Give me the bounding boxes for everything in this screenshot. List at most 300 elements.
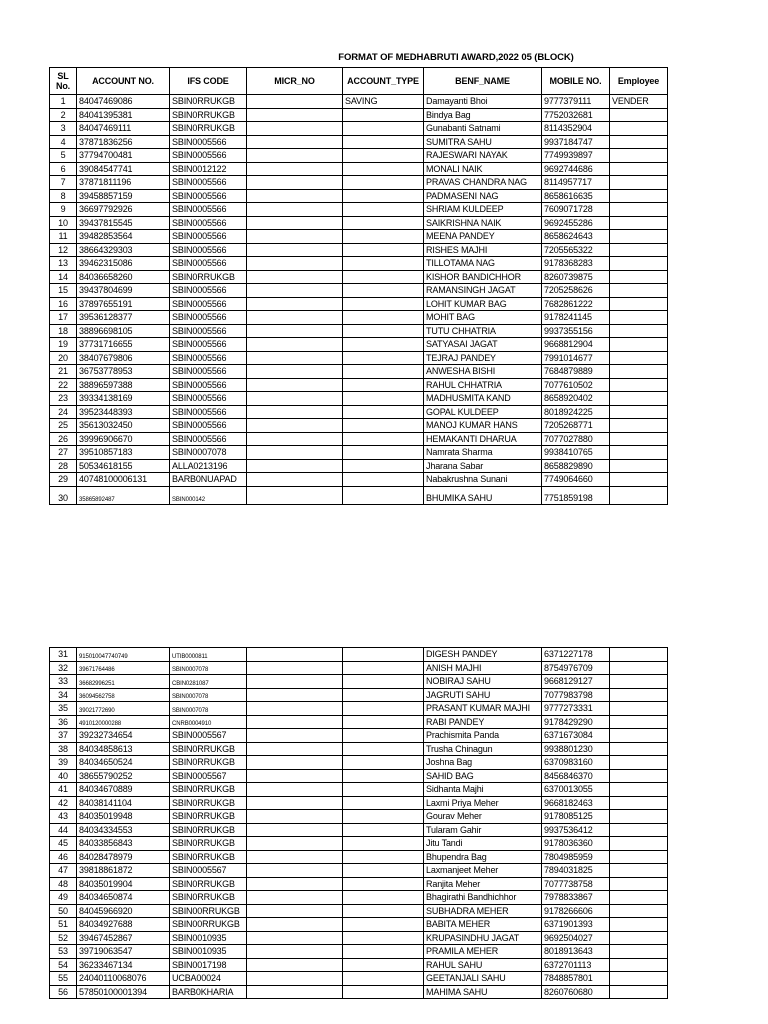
account-no-cell: 24040110068076 [77, 972, 170, 986]
account-type-cell [343, 473, 424, 487]
account-type-cell [343, 837, 424, 851]
ifs-code-cell: SBIN0005566 [170, 324, 247, 338]
benf-name-cell: TILLOTAMA NAG [424, 257, 542, 271]
account-type-cell [343, 446, 424, 460]
account-no-cell: 84034670889 [77, 783, 170, 797]
account-type-cell [343, 769, 424, 783]
account-type-cell [343, 311, 424, 325]
micr-no-cell [247, 432, 343, 446]
micr-no-cell [247, 365, 343, 379]
mobile-no-cell: 6371227178 [542, 648, 610, 662]
account-type-cell [343, 338, 424, 352]
mobile-no-cell: 7978833867 [542, 891, 610, 905]
benf-name-cell: ANWESHA BISHI [424, 365, 542, 379]
mobile-no-cell: 9178241145 [542, 311, 610, 325]
sl-cell: 19 [50, 338, 77, 352]
benf-name-cell: RAMANSINGH JAGAT [424, 284, 542, 298]
table-row [50, 850, 668, 864]
account-type-cell [343, 864, 424, 878]
sl-cell: 18 [50, 324, 77, 338]
account-type-cell [343, 729, 424, 743]
micr-no-cell [247, 796, 343, 810]
benf-name-cell: Joshna Bag [424, 756, 542, 770]
benf-name-cell: Damayanti Bhoi [424, 95, 542, 109]
employee-cell [610, 365, 668, 379]
table-row [50, 931, 668, 945]
benf-name-cell: Tularam Gahir [424, 823, 542, 837]
benf-name-cell: RABI PANDEY [424, 715, 542, 729]
account-type-cell [343, 149, 424, 163]
sl-cell: 37 [50, 729, 77, 743]
table-row [50, 702, 668, 716]
micr-no-cell [247, 324, 343, 338]
micr-no-cell [247, 904, 343, 918]
benf-name-cell: SAHID BAG [424, 769, 542, 783]
table-row [50, 473, 668, 487]
account-no-cell: 39232734654 [77, 729, 170, 743]
table-row [50, 270, 668, 284]
micr-no-cell [247, 756, 343, 770]
micr-no-cell [247, 149, 343, 163]
ifs-code-cell: SBIN0007078 [170, 688, 247, 702]
table-row [50, 135, 668, 149]
employee-cell [610, 486, 668, 504]
account-type-cell [343, 270, 424, 284]
micr-no-cell [247, 810, 343, 824]
table-row [50, 688, 668, 702]
table-row [50, 904, 668, 918]
benf-name-cell: Bhupendra Bag [424, 850, 542, 864]
sl-cell: 50 [50, 904, 77, 918]
account-type-cell [343, 702, 424, 716]
sl-cell: 28 [50, 459, 77, 473]
benf-name-cell: BABITA MEHER [424, 918, 542, 932]
ifs-code-cell: ALLA0213196 [170, 459, 247, 473]
ifs-code-cell: SBIN0RRUKGB [170, 756, 247, 770]
mobile-no-cell: 7894031825 [542, 864, 610, 878]
account-no-cell: 37871836256 [77, 135, 170, 149]
account-type-cell [343, 122, 424, 136]
benf-name-cell: Prachismita Panda [424, 729, 542, 743]
benf-name-cell: PRAVAS CHANDRA NAG [424, 176, 542, 190]
table-row [50, 796, 668, 810]
micr-no-cell [247, 446, 343, 460]
mobile-no-cell: 8114957717 [542, 176, 610, 190]
ifs-code-cell: SBIN0RRUKGB [170, 783, 247, 797]
mobile-no-cell: 6372701113 [542, 958, 610, 972]
account-no-cell: 35865892487 [77, 486, 170, 504]
employee-cell [610, 297, 668, 311]
account-type-cell [343, 405, 424, 419]
account-no-cell: 39021772690 [77, 702, 170, 716]
micr-no-cell [247, 297, 343, 311]
mobile-no-cell: 9178429290 [542, 715, 610, 729]
table-row [50, 338, 668, 352]
sl-cell: 29 [50, 473, 77, 487]
benf-name-cell: MANOJ KUMAR HANS [424, 419, 542, 433]
sl-cell: 44 [50, 823, 77, 837]
ifs-code-cell: SBIN0005566 [170, 405, 247, 419]
micr-no-cell [247, 931, 343, 945]
account-type-cell [343, 243, 424, 257]
employee-cell [610, 756, 668, 770]
sl-cell: 32 [50, 661, 77, 675]
employee-cell [610, 257, 668, 271]
table-row [50, 972, 668, 986]
sl-cell: 40 [50, 769, 77, 783]
employee-cell [610, 189, 668, 203]
mobile-no-cell: 9777273331 [542, 702, 610, 716]
account-type-cell [343, 351, 424, 365]
mobile-no-cell: 6370013055 [542, 783, 610, 797]
account-no-cell: 84035019948 [77, 810, 170, 824]
account-type-cell [343, 392, 424, 406]
column-header-employee: Employee [610, 68, 668, 95]
account-type-cell [343, 931, 424, 945]
sl-cell: 54 [50, 958, 77, 972]
sl-cell: 15 [50, 284, 77, 298]
benf-name-cell: TEJRAJ PANDEY [424, 351, 542, 365]
sl-cell: 3 [50, 122, 77, 136]
mobile-no-cell: 8658829890 [542, 459, 610, 473]
micr-no-cell [247, 243, 343, 257]
micr-no-cell [247, 338, 343, 352]
employee-cell [610, 729, 668, 743]
micr-no-cell [247, 769, 343, 783]
micr-no-cell [247, 985, 343, 999]
employee-cell [610, 783, 668, 797]
column-header-mobile: MOBILE NO. [542, 68, 610, 95]
table-row [50, 661, 668, 675]
employee-cell [610, 203, 668, 217]
account-type-cell [343, 216, 424, 230]
account-type-cell [343, 918, 424, 932]
micr-no-cell [247, 742, 343, 756]
employee-cell [610, 135, 668, 149]
mobile-no-cell: 8018924225 [542, 405, 610, 419]
employee-cell [610, 715, 668, 729]
account-type-cell [343, 108, 424, 122]
ifs-code-cell: SBIN0RRUKGB [170, 108, 247, 122]
micr-no-cell [247, 162, 343, 176]
mobile-no-cell: 8018913643 [542, 945, 610, 959]
sl-cell: 47 [50, 864, 77, 878]
ifs-code-cell: SBIN0005566 [170, 311, 247, 325]
account-no-cell: 39719063547 [77, 945, 170, 959]
table-row [50, 715, 668, 729]
sl-cell: 25 [50, 419, 77, 433]
sl-cell: 11 [50, 230, 77, 244]
ifs-code-cell: SBIN0007078 [170, 702, 247, 716]
sl-cell: 24 [50, 405, 77, 419]
sl-cell: 5 [50, 149, 77, 163]
ifs-code-cell: SBIN0010935 [170, 931, 247, 945]
ifs-code-cell: SBIN0010935 [170, 945, 247, 959]
account-no-cell: 39462315086 [77, 257, 170, 271]
benf-name-cell: RISHES MAJHI [424, 243, 542, 257]
account-type-cell [343, 796, 424, 810]
account-no-cell: 39084547741 [77, 162, 170, 176]
micr-no-cell [247, 918, 343, 932]
account-no-cell: 35613032450 [77, 419, 170, 433]
ifs-code-cell: SBIN0012122 [170, 162, 247, 176]
table-row [50, 149, 668, 163]
table-row [50, 958, 668, 972]
mobile-no-cell: 6371901393 [542, 918, 610, 932]
account-no-cell: 84041395381 [77, 108, 170, 122]
micr-no-cell [247, 823, 343, 837]
table-row [50, 257, 668, 271]
employee-cell [610, 796, 668, 810]
table-row [50, 378, 668, 392]
ifs-code-cell: SBIN0005566 [170, 284, 247, 298]
table-row [50, 284, 668, 298]
mobile-no-cell: 7077610502 [542, 378, 610, 392]
account-type-cell [343, 648, 424, 662]
employee-cell [610, 688, 668, 702]
sl-cell: 53 [50, 945, 77, 959]
account-no-cell: 36697792926 [77, 203, 170, 217]
account-type-cell [343, 958, 424, 972]
employee-cell [610, 243, 668, 257]
sl-cell: 8 [50, 189, 77, 203]
benf-name-cell: Ranjita Meher [424, 877, 542, 891]
account-type-cell [343, 230, 424, 244]
mobile-no-cell: 7749939897 [542, 149, 610, 163]
ifs-code-cell: SBIN0017198 [170, 958, 247, 972]
table-row [50, 189, 668, 203]
account-type-cell [343, 419, 424, 433]
ifs-code-cell: SBIN0005566 [170, 297, 247, 311]
account-type-cell [343, 783, 424, 797]
employee-cell [610, 837, 668, 851]
column-header-ifs: IFS CODE [170, 68, 247, 95]
sl-cell: 7 [50, 176, 77, 190]
ifs-code-cell: SBIN0RRUKGB [170, 95, 247, 109]
benf-name-cell: SATYASAI JAGAT [424, 338, 542, 352]
ifs-code-cell: SBIN0005566 [170, 149, 247, 163]
micr-no-cell [247, 945, 343, 959]
account-no-cell: 38655790252 [77, 769, 170, 783]
sl-cell: 34 [50, 688, 77, 702]
account-type-cell [343, 189, 424, 203]
employee-cell [610, 972, 668, 986]
ifs-code-cell: SBIN0RRUKGB [170, 742, 247, 756]
ifs-code-cell: SBIN00RRUKGB [170, 904, 247, 918]
ifs-code-cell: SBIN0005566 [170, 216, 247, 230]
account-no-cell: 84033856843 [77, 837, 170, 851]
benf-name-cell: NOBIRAJ SAHU [424, 675, 542, 689]
employee-cell [610, 405, 668, 419]
benf-name-cell: PRASANT KUMAR MAJHI [424, 702, 542, 716]
account-no-cell: 37794700481 [77, 149, 170, 163]
table-row [50, 432, 668, 446]
sl-cell: 10 [50, 216, 77, 230]
benf-name-cell: HEMAKANTI DHARUA [424, 432, 542, 446]
table-row [50, 459, 668, 473]
account-type-cell [343, 742, 424, 756]
benf-name-cell: Laxmi Priya Meher [424, 796, 542, 810]
ifs-code-cell: SBIN0005567 [170, 729, 247, 743]
account-no-cell: 38407679806 [77, 351, 170, 365]
employee-cell [610, 648, 668, 662]
micr-no-cell [247, 216, 343, 230]
account-type-cell [343, 688, 424, 702]
mobile-no-cell: 8114352904 [542, 122, 610, 136]
benf-name-cell: RAHUL CHHATRIA [424, 378, 542, 392]
account-no-cell: 84036658260 [77, 270, 170, 284]
account-no-cell: 37897655191 [77, 297, 170, 311]
table-row [50, 648, 668, 662]
micr-no-cell [247, 877, 343, 891]
mobile-no-cell: 8260739875 [542, 270, 610, 284]
account-type-cell [343, 972, 424, 986]
ifs-code-cell: BARB0KHARIA [170, 985, 247, 999]
micr-no-cell [247, 284, 343, 298]
account-no-cell: 39437815545 [77, 216, 170, 230]
ifs-code-cell: SBIN0005566 [170, 378, 247, 392]
mobile-no-cell: 7205268771 [542, 419, 610, 433]
ifs-code-cell: CBIN0281087 [170, 675, 247, 689]
ifs-code-cell: SBIN0RRUKGB [170, 796, 247, 810]
benf-name-cell: LOHIT KUMAR BAG [424, 297, 542, 311]
employee-cell [610, 810, 668, 824]
mobile-no-cell: 9938410765 [542, 446, 610, 460]
account-type-cell [343, 257, 424, 271]
mobile-no-cell: 9937536412 [542, 823, 610, 837]
table-body-part-2 [50, 648, 668, 999]
account-type-cell [343, 432, 424, 446]
sl-cell: 45 [50, 837, 77, 851]
ifs-code-cell: SBIN0007078 [170, 661, 247, 675]
sl-cell: 23 [50, 392, 77, 406]
micr-no-cell [247, 783, 343, 797]
benf-name-cell: MOHIT BAG [424, 311, 542, 325]
mobile-no-cell: 8456846370 [542, 769, 610, 783]
table-row [50, 243, 668, 257]
sl-cell: 48 [50, 877, 77, 891]
benf-name-cell: GEETANJALI SAHU [424, 972, 542, 986]
mobile-no-cell: 9937184747 [542, 135, 610, 149]
account-no-cell: 84034927688 [77, 918, 170, 932]
employee-cell [610, 324, 668, 338]
benf-name-cell: MAHIMA SAHU [424, 985, 542, 999]
sl-cell: 1 [50, 95, 77, 109]
employee-cell [610, 945, 668, 959]
account-no-cell: 39334138169 [77, 392, 170, 406]
benf-name-cell: ANISH MAJHI [424, 661, 542, 675]
benf-name-cell: BHUMIKA SAHU [424, 486, 542, 504]
column-header-account-type: ACCOUNT_TYPE [343, 68, 424, 95]
employee-cell [610, 122, 668, 136]
micr-no-cell [247, 176, 343, 190]
table-row [50, 985, 668, 999]
employee-cell [610, 149, 668, 163]
ifs-code-cell: UCBA00024 [170, 972, 247, 986]
mobile-no-cell: 7077027880 [542, 432, 610, 446]
mobile-no-cell: 7205258626 [542, 284, 610, 298]
mobile-no-cell: 9668129127 [542, 675, 610, 689]
table-row [50, 729, 668, 743]
column-header-sl: SL No. [50, 68, 77, 95]
table-row [50, 823, 668, 837]
mobile-no-cell: 9692744686 [542, 162, 610, 176]
employee-cell [610, 176, 668, 190]
employee-cell [610, 392, 668, 406]
sl-cell: 33 [50, 675, 77, 689]
table-row [50, 108, 668, 122]
sl-cell: 22 [50, 378, 77, 392]
benf-name-cell: GOPAL KULDEEP [424, 405, 542, 419]
ifs-code-cell: CNRB0004910 [170, 715, 247, 729]
benf-name-cell: MEENA PANDEY [424, 230, 542, 244]
column-header-benf-name: BENF_NAME [424, 68, 542, 95]
sl-cell: 30 [50, 486, 77, 504]
benf-name-cell: PADMASENI NAG [424, 189, 542, 203]
mobile-no-cell: 8658920402 [542, 392, 610, 406]
account-no-cell: 39818861872 [77, 864, 170, 878]
table-body-part-1 [50, 95, 668, 505]
employee-cell [610, 459, 668, 473]
benf-name-cell: DIGESH PANDEY [424, 648, 542, 662]
account-no-cell: 39437804699 [77, 284, 170, 298]
account-no-cell: 38896698105 [77, 324, 170, 338]
micr-no-cell [247, 108, 343, 122]
micr-no-cell [247, 688, 343, 702]
benf-name-cell: Sidhanta Majhi [424, 783, 542, 797]
account-no-cell: 57850100001394 [77, 985, 170, 999]
ifs-code-cell: SBIN000142 [170, 486, 247, 504]
ifs-code-cell: SBIN0007078 [170, 446, 247, 460]
sl-cell: 31 [50, 648, 77, 662]
benf-name-cell: Gunabanti Satnami [424, 122, 542, 136]
table-row [50, 486, 668, 504]
account-no-cell: 4910120000288 [77, 715, 170, 729]
table-row [50, 216, 668, 230]
sl-cell: 41 [50, 783, 77, 797]
mobile-no-cell: 9668182463 [542, 796, 610, 810]
mobile-no-cell: 8260760680 [542, 985, 610, 999]
employee-cell [610, 891, 668, 905]
mobile-no-cell: 7991014677 [542, 351, 610, 365]
account-no-cell: 84034650524 [77, 756, 170, 770]
account-no-cell: 39458857159 [77, 189, 170, 203]
ifs-code-cell: SBIN0RRUKGB [170, 850, 247, 864]
sl-cell: 13 [50, 257, 77, 271]
employee-cell [610, 661, 668, 675]
benf-name-cell: Jitu Tandi [424, 837, 542, 851]
sl-cell: 17 [50, 311, 77, 325]
account-type-cell [343, 284, 424, 298]
account-type-cell [343, 661, 424, 675]
account-type-cell [343, 675, 424, 689]
account-no-cell: 38664329303 [77, 243, 170, 257]
micr-no-cell [247, 648, 343, 662]
ifs-code-cell: SBIN0RRUKGB [170, 877, 247, 891]
account-type-cell [343, 486, 424, 504]
benf-name-cell: SUMITRA SAHU [424, 135, 542, 149]
ifs-code-cell: SBIN0005567 [170, 864, 247, 878]
benf-name-cell: Nabakrushna Sunani [424, 473, 542, 487]
ifs-code-cell: SBIN0005566 [170, 392, 247, 406]
account-no-cell: 84045966920 [77, 904, 170, 918]
micr-no-cell [247, 459, 343, 473]
account-no-cell: 38896597388 [77, 378, 170, 392]
account-type-cell [343, 823, 424, 837]
mobile-no-cell: 9178085125 [542, 810, 610, 824]
account-no-cell: 84047469111 [77, 122, 170, 136]
micr-no-cell [247, 850, 343, 864]
